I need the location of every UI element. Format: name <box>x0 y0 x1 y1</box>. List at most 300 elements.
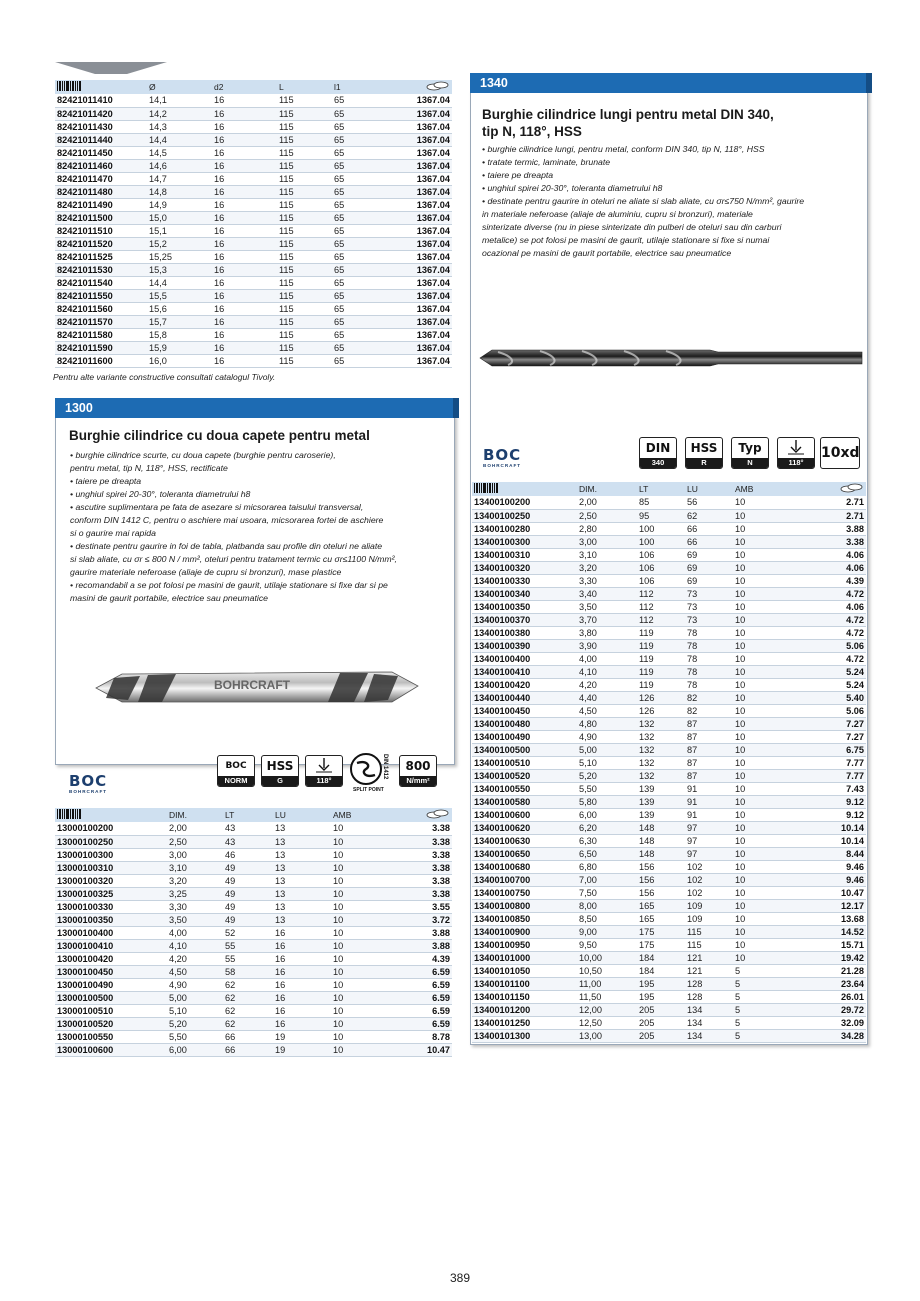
value-cell: 3,50 <box>577 600 637 613</box>
desc-line: • tratate termic, laminate, brunate <box>482 157 611 167</box>
value-cell: 15,1 <box>147 224 212 237</box>
value-cell: 82 <box>685 691 733 704</box>
table-row <box>472 704 866 717</box>
value-cell: 16 <box>212 315 277 328</box>
badge-top: HSS <box>690 441 718 455</box>
table-row <box>55 1004 452 1017</box>
price-cell: 1367.04 <box>392 302 452 315</box>
value-cell: 62 <box>223 1017 273 1030</box>
table-row <box>472 535 866 548</box>
table-row <box>55 107 452 120</box>
article-code: 13400101300 <box>472 1029 577 1042</box>
price-cell: 1367.04 <box>392 172 452 185</box>
value-cell: 10 <box>733 691 793 704</box>
value-cell: 115 <box>277 198 332 211</box>
value-cell: 16 <box>273 1017 331 1030</box>
drill-angle-icon <box>785 438 807 456</box>
value-cell: 5,00 <box>577 743 637 756</box>
value-cell: 10 <box>733 652 793 665</box>
desc-line: • burghie cilindrice scurte, cu doua capete (burghie pentru caroserie), <box>70 450 336 460</box>
value-cell: 5 <box>733 1003 793 1016</box>
value-cell: 78 <box>685 639 733 652</box>
value-cell: 10 <box>733 795 793 808</box>
desc-line: • destinate pentru gaurire in oteluri ne aliate si slab aliate, cu σr≤750 N/mm², gaurire <box>482 196 805 206</box>
table-row <box>472 730 866 743</box>
value-cell: 10 <box>331 978 391 991</box>
table-row <box>472 886 866 899</box>
article-code: 13400100750 <box>472 886 577 899</box>
value-cell: 148 <box>637 834 685 847</box>
table-row <box>472 743 866 756</box>
value-cell: 10 <box>331 1017 391 1030</box>
article-code: 82421011590 <box>55 341 147 354</box>
desc-line: ocazional pe masini de gaurit portabile, electrice sau pneumatice <box>482 248 732 258</box>
value-cell: 16 <box>212 302 277 315</box>
value-cell: 7,00 <box>577 873 637 886</box>
table-row <box>55 289 452 302</box>
value-cell: 10 <box>733 821 793 834</box>
article-code: 82421011550 <box>55 289 147 302</box>
value-cell: 49 <box>223 874 273 887</box>
table-row <box>472 847 866 860</box>
value-cell: 5 <box>733 1016 793 1029</box>
value-cell: 14,3 <box>147 120 212 133</box>
value-cell: 10 <box>733 613 793 626</box>
col-header: LU <box>273 808 331 822</box>
value-cell: 2,80 <box>577 522 637 535</box>
price-cell: 29.72 <box>793 1003 866 1016</box>
value-cell: 16 <box>212 107 277 120</box>
value-cell: 3,90 <box>577 639 637 652</box>
price-cell: 1367.04 <box>392 107 452 120</box>
value-cell: 65 <box>332 133 392 146</box>
value-cell: 16 <box>212 276 277 289</box>
article-code: 13000100450 <box>55 965 167 978</box>
section-1300-title: Burghie cilindrice cu doua capete pentru metal <box>69 428 370 443</box>
value-cell: 100 <box>637 522 685 535</box>
logo-subtext: BOHRCRAFT <box>483 463 522 468</box>
value-cell: 13 <box>273 887 331 900</box>
article-code: 82421011600 <box>55 354 147 367</box>
value-cell: 16 <box>212 224 277 237</box>
col-header: DIM. <box>167 808 223 822</box>
page-number: 389 <box>449 1271 471 1285</box>
table-row <box>472 626 866 639</box>
price-cell: 3.38 <box>391 861 452 874</box>
table-row <box>472 1029 866 1042</box>
table-row <box>55 991 452 1004</box>
price-cell: 3.88 <box>391 926 452 939</box>
value-cell: 10 <box>331 1030 391 1043</box>
value-cell: 12,50 <box>577 1016 637 1029</box>
article-code: 82421011525 <box>55 250 147 263</box>
value-cell: 15,5 <box>147 289 212 302</box>
value-cell: 106 <box>637 574 685 587</box>
price-cell: 1367.04 <box>392 328 452 341</box>
badge-bottom: NORM <box>218 776 254 786</box>
table-row <box>55 913 452 926</box>
value-cell: 8,00 <box>577 899 637 912</box>
value-cell: 65 <box>332 263 392 276</box>
price-cell: 3.88 <box>793 522 866 535</box>
table-row <box>55 185 452 198</box>
value-cell: 5 <box>733 977 793 990</box>
table-row <box>55 861 452 874</box>
price-cell: 3.38 <box>391 822 452 835</box>
table-row <box>55 146 452 159</box>
price-cell: 6.75 <box>793 743 866 756</box>
value-cell: 82 <box>685 704 733 717</box>
value-cell: 10 <box>733 665 793 678</box>
price-cell: 34.28 <box>793 1029 866 1042</box>
price-cell: 1367.04 <box>392 120 452 133</box>
value-cell: 5,50 <box>577 782 637 795</box>
value-cell: 49 <box>223 900 273 913</box>
article-code: 13400100630 <box>472 834 577 847</box>
value-cell: 10 <box>733 548 793 561</box>
price-cell: 8.44 <box>793 847 866 860</box>
value-cell: 65 <box>332 315 392 328</box>
value-cell: 16 <box>212 250 277 263</box>
table-row <box>55 263 452 276</box>
col-header: LU <box>685 482 733 496</box>
article-code: 13400100310 <box>472 548 577 561</box>
desc-line: masini de gaurit portabile, electrice sau pneumatice <box>70 593 268 603</box>
value-cell: 10 <box>331 913 391 926</box>
value-cell: 95 <box>637 509 685 522</box>
table-row <box>55 224 452 237</box>
value-cell: 115 <box>277 133 332 146</box>
price-cell: 1367.04 <box>392 250 452 263</box>
value-cell: 115 <box>277 237 332 250</box>
value-cell: 3,20 <box>167 874 223 887</box>
price-cell: 10.14 <box>793 834 866 847</box>
value-cell: 6,80 <box>577 860 637 873</box>
value-cell: 139 <box>637 808 685 821</box>
value-cell: 10 <box>331 1004 391 1017</box>
article-code: 13400100200 <box>472 496 577 509</box>
price-cell: 4.39 <box>391 952 452 965</box>
value-cell: 6,20 <box>577 821 637 834</box>
price-cell: 4.72 <box>793 587 866 600</box>
value-cell: 14,6 <box>147 159 212 172</box>
split-point-badge <box>349 752 393 794</box>
value-cell: 139 <box>637 795 685 808</box>
value-cell: 19 <box>273 1030 331 1043</box>
value-cell: 139 <box>637 782 685 795</box>
value-cell: 5,00 <box>167 991 223 1004</box>
angle-badge <box>305 755 343 787</box>
section-code: 1340 <box>480 76 508 90</box>
article-code: 82421011450 <box>55 146 147 159</box>
table-row <box>472 548 866 561</box>
value-cell: 69 <box>685 548 733 561</box>
value-cell: 4,20 <box>167 952 223 965</box>
table-row <box>55 341 452 354</box>
value-cell: 115 <box>277 211 332 224</box>
value-cell: 2,50 <box>577 509 637 522</box>
article-code: 82421011500 <box>55 211 147 224</box>
value-cell: 132 <box>637 769 685 782</box>
table-row <box>472 938 866 951</box>
col-header: AMB <box>733 482 793 496</box>
value-cell: 10 <box>331 965 391 978</box>
value-cell: 106 <box>637 548 685 561</box>
article-code: 13000100320 <box>55 874 167 887</box>
value-cell: 115 <box>277 250 332 263</box>
price-cell: 12.17 <box>793 899 866 912</box>
value-cell: 121 <box>685 964 733 977</box>
badge-top: 800 <box>405 759 431 773</box>
value-cell: 115 <box>277 263 332 276</box>
article-code: 13400100500 <box>472 743 577 756</box>
value-cell: 10 <box>331 1043 391 1056</box>
article-code: 82421011560 <box>55 302 147 315</box>
value-cell: 3,80 <box>577 626 637 639</box>
value-cell: 87 <box>685 717 733 730</box>
coins-icon <box>793 482 866 496</box>
table-row <box>55 874 452 887</box>
value-cell: 14,2 <box>147 107 212 120</box>
value-cell: 97 <box>685 834 733 847</box>
desc-line: • destinate pentru gaurire in foi de tabla, platbanda sau profile din oteluri ne aliate <box>70 541 383 551</box>
value-cell: 5,20 <box>167 1017 223 1030</box>
value-cell: 87 <box>685 730 733 743</box>
value-cell: 126 <box>637 704 685 717</box>
article-code: 82421011490 <box>55 198 147 211</box>
value-cell: 6,00 <box>577 808 637 821</box>
badge-bottom: N <box>732 458 768 468</box>
price-cell: 3.72 <box>391 913 452 926</box>
section-1340-header <box>470 73 866 93</box>
value-cell: 205 <box>637 1016 685 1029</box>
value-cell: 7,50 <box>577 886 637 899</box>
logo-mark: BOC <box>483 446 522 464</box>
article-code: 13000100310 <box>55 861 167 874</box>
article-code: 82421011420 <box>55 107 147 120</box>
value-cell: 115 <box>685 925 733 938</box>
desc-line: pentru metal, tip N, 118°, HSS, rectificate <box>70 463 228 473</box>
barcode-icon <box>55 808 167 822</box>
value-cell: 4,20 <box>577 678 637 691</box>
value-cell: 10 <box>733 561 793 574</box>
article-code: 13400100850 <box>472 912 577 925</box>
value-cell: 121 <box>685 951 733 964</box>
value-cell: 4,90 <box>577 730 637 743</box>
value-cell: 165 <box>637 899 685 912</box>
article-code: 13000100300 <box>55 848 167 861</box>
price-cell: 5.06 <box>793 704 866 717</box>
value-cell: 87 <box>685 743 733 756</box>
value-cell: 9,00 <box>577 925 637 938</box>
value-cell: 134 <box>685 1016 733 1029</box>
price-cell: 5.24 <box>793 678 866 691</box>
price-cell: 9.12 <box>793 795 866 808</box>
value-cell: 10 <box>733 899 793 912</box>
col-header: L <box>277 80 332 94</box>
table-row <box>472 925 866 938</box>
value-cell: 16 <box>212 341 277 354</box>
value-cell: 156 <box>637 873 685 886</box>
value-cell: 115 <box>277 185 332 198</box>
desc-line: in materiale neferoase (aliaje de aluminiu, cupru si bronzuri), materiale <box>482 209 753 219</box>
value-cell: 10 <box>733 938 793 951</box>
value-cell: 16 <box>212 211 277 224</box>
table-row <box>472 795 866 808</box>
col-header: l1 <box>332 80 392 94</box>
value-cell: 10 <box>331 926 391 939</box>
price-cell: 3.38 <box>391 835 452 848</box>
article-code: 82421011520 <box>55 237 147 250</box>
barcode-icon <box>55 80 147 94</box>
desc-line: metalice) se pot folosi pe masini de gaurit, utilaje stationare si fixe si numai <box>482 235 770 245</box>
price-cell: 1367.04 <box>392 211 452 224</box>
value-cell: 11,00 <box>577 977 637 990</box>
value-cell: 3,20 <box>577 561 637 574</box>
value-cell: 65 <box>332 302 392 315</box>
article-code: 82421011440 <box>55 133 147 146</box>
article-code: 13400100410 <box>472 665 577 678</box>
value-cell: 10 <box>331 861 391 874</box>
value-cell: 128 <box>685 990 733 1003</box>
article-code: 82421011410 <box>55 94 147 107</box>
value-cell: 10 <box>733 717 793 730</box>
value-cell: 115 <box>277 120 332 133</box>
value-cell: 52 <box>223 926 273 939</box>
value-cell: 13 <box>273 900 331 913</box>
value-cell: 112 <box>637 600 685 613</box>
value-cell: 49 <box>223 887 273 900</box>
value-cell: 112 <box>637 613 685 626</box>
value-cell: 10 <box>733 587 793 600</box>
price-cell: 6.59 <box>391 978 452 991</box>
price-cell: 2.71 <box>793 509 866 522</box>
value-cell: 16 <box>212 237 277 250</box>
value-cell: 97 <box>685 847 733 860</box>
value-cell: 16 <box>212 133 277 146</box>
desc-line: conform DIN 1412 C, pentru o aschiere mai usoara, micsorarea fortei de aschiere <box>70 515 384 525</box>
value-cell: 10 <box>733 925 793 938</box>
value-cell: 91 <box>685 795 733 808</box>
article-code: 13400100320 <box>472 561 577 574</box>
col-header: DIM. <box>577 482 637 496</box>
value-cell: 5,50 <box>167 1030 223 1043</box>
value-cell: 14,5 <box>147 146 212 159</box>
value-cell: 78 <box>685 678 733 691</box>
value-cell: 46 <box>223 848 273 861</box>
value-cell: 65 <box>332 159 392 172</box>
value-cell: 65 <box>332 94 392 107</box>
value-cell: 119 <box>637 652 685 665</box>
value-cell: 112 <box>637 587 685 600</box>
title-line: tip N, 118°, HSS <box>482 124 582 139</box>
table-row <box>55 354 452 367</box>
table-row <box>55 328 452 341</box>
value-cell: 16 <box>273 965 331 978</box>
price-cell: 3.88 <box>391 939 452 952</box>
price-cell: 4.72 <box>793 652 866 665</box>
article-code: 82421011510 <box>55 224 147 237</box>
price-cell: 26.01 <box>793 990 866 1003</box>
table-row <box>472 678 866 691</box>
price-cell: 1367.04 <box>392 133 452 146</box>
value-cell: 109 <box>685 899 733 912</box>
price-cell: 3.38 <box>391 848 452 861</box>
value-cell: 115 <box>277 315 332 328</box>
table-row <box>55 887 452 900</box>
value-cell: 15,0 <box>147 211 212 224</box>
value-cell: 3,10 <box>577 548 637 561</box>
article-code: 13000100490 <box>55 978 167 991</box>
value-cell: 65 <box>332 211 392 224</box>
value-cell: 65 <box>332 289 392 302</box>
section-code: 1300 <box>65 401 93 415</box>
value-cell: 65 <box>332 172 392 185</box>
article-code: 82421011570 <box>55 315 147 328</box>
value-cell: 10 <box>733 834 793 847</box>
value-cell: 4,50 <box>167 965 223 978</box>
catalog-footnote: Pentru alte variante constructive consultati catalogul Tivoly. <box>53 372 276 382</box>
value-cell: 132 <box>637 743 685 756</box>
table-row <box>55 237 452 250</box>
price-cell: 10.47 <box>793 886 866 899</box>
value-cell: 3,00 <box>167 848 223 861</box>
price-cell: 4.06 <box>793 600 866 613</box>
price-cell: 1367.04 <box>392 146 452 159</box>
col-header: LT <box>637 482 685 496</box>
price-cell: 1367.04 <box>392 198 452 211</box>
price-cell: 6.59 <box>391 965 452 978</box>
article-code: 13400100370 <box>472 613 577 626</box>
value-cell: 106 <box>637 561 685 574</box>
table-row <box>472 600 866 613</box>
price-cell: 9.46 <box>793 873 866 886</box>
value-cell: 156 <box>637 886 685 899</box>
value-cell: 78 <box>685 626 733 639</box>
value-cell: 165 <box>637 912 685 925</box>
article-code: 13400100490 <box>472 730 577 743</box>
article-code: 13400100380 <box>472 626 577 639</box>
value-cell: 119 <box>637 626 685 639</box>
badge-top: 10xd <box>821 445 860 461</box>
value-cell: 10 <box>733 730 793 743</box>
value-cell: 78 <box>685 665 733 678</box>
value-cell: 10 <box>331 874 391 887</box>
price-cell: 1367.04 <box>392 237 452 250</box>
table-row <box>472 717 866 730</box>
value-cell: 126 <box>637 691 685 704</box>
price-cell: 23.64 <box>793 977 866 990</box>
price-cell: 6.59 <box>391 1017 452 1030</box>
value-cell: 2,00 <box>167 822 223 835</box>
value-cell: 10 <box>331 887 391 900</box>
value-cell: 43 <box>223 835 273 848</box>
value-cell: 10 <box>733 678 793 691</box>
desc-line: • unghiul spirei 20-30°, toleranta diametrului h8 <box>70 489 251 499</box>
desc-line: si slab aliate, cu σr ≤ 800 N / mm², oteluri pentru tratament termic cu σr≤1100 N/mm², <box>70 554 397 564</box>
article-code: 13400100700 <box>472 873 577 886</box>
article-code: 82421011530 <box>55 263 147 276</box>
article-code: 82421011430 <box>55 120 147 133</box>
value-cell: 115 <box>277 224 332 237</box>
table-row <box>55 302 452 315</box>
value-cell: 16 <box>212 198 277 211</box>
value-cell: 184 <box>637 964 685 977</box>
price-cell: 10.47 <box>391 1043 452 1056</box>
price-cell: 14.52 <box>793 925 866 938</box>
price-cell: 4.39 <box>793 574 866 587</box>
value-cell: 10 <box>733 509 793 522</box>
